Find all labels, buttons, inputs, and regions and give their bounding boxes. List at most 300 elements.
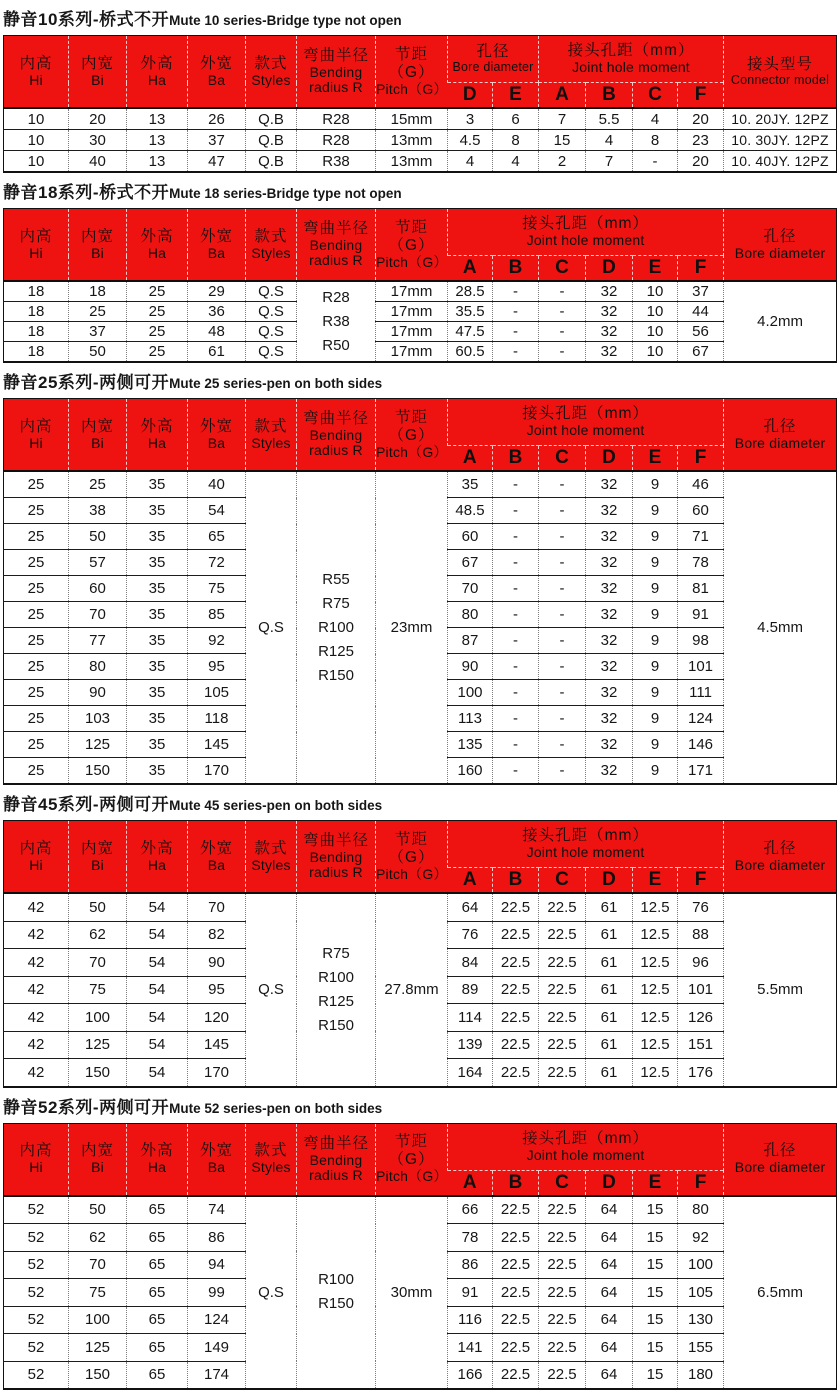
table-header [4,1123,837,1196]
table-row [4,471,837,498]
section-title-zh: 静音25系列-两侧可开 [3,373,169,392]
cell-ba: 86 [188,1224,246,1252]
cell-ha: 25 [127,342,188,363]
cell-bi: 125 [69,732,127,758]
header-bending-radius-en: Bending radius R [297,65,375,96]
header-outer-width [188,399,246,472]
cell-hi: 42 [4,1004,69,1032]
cell-ha: 25 [127,281,188,302]
cell-ha: 35 [127,758,188,785]
header-letter-a: A [448,868,493,894]
cell-hole-d: 64 [586,1251,633,1279]
cell-ha: 54 [127,893,188,921]
header-pitch-en: Pitch（G） [376,82,447,97]
header-letter-b: B [493,868,539,894]
cell-ba: 95 [188,976,246,1004]
cell-ba: 75 [188,576,246,602]
cell-hole-e: 8 [493,130,539,151]
cell-ba: 85 [188,602,246,628]
spec-table [3,35,837,173]
header-inner-width-zh: 内宽 [69,55,126,73]
cell-bore-diameter: 4.2mm [724,281,837,362]
header-inner-width-en: Bi [69,858,126,873]
header-inner-height [4,399,69,472]
header-inner-height-en: Hi [4,73,68,88]
cell-ha: 35 [127,732,188,758]
header-inner-width-en: Bi [69,246,126,261]
table-row [4,108,837,130]
cell-bi: 25 [69,471,127,498]
cell-ha: 25 [127,302,188,322]
cell-hole-a: 47.5 [448,322,493,342]
header-outer-height [127,209,188,282]
cell-hole-f: 111 [678,680,724,706]
cell-bi: 90 [69,680,127,706]
table-header [4,821,837,894]
cell-ba: 26 [188,108,246,130]
header-inner-width-zh: 内宽 [69,840,126,858]
section-title-en: Mute 25 series-pen on both sides [169,376,382,391]
header-row-main [4,821,837,868]
header-letter-c: C [539,868,586,894]
table-body [4,471,837,784]
cell-hole-d: 32 [586,654,633,680]
header-bending-radius [297,209,376,282]
cell-hole-f: 67 [678,342,724,363]
cell-hole-d: 61 [586,976,633,1004]
header-inner-width [69,1123,127,1196]
cell-hi: 42 [4,921,69,949]
header-bending-radius-zh: 弯曲半径 [297,47,375,65]
table-row [4,130,837,151]
cell-ba: 29 [188,281,246,302]
cell-hi: 25 [4,628,69,654]
cell-hole-c: 22.5 [539,1031,586,1059]
cell-ba: 82 [188,921,246,949]
header-bending-radius [297,821,376,894]
cell-hole-f: 176 [678,1059,724,1087]
cell-hole-d: 32 [586,758,633,785]
header-inner-width [69,209,127,282]
cell-hole-a: 114 [448,1004,493,1032]
cell-hole-c: 22.5 [539,1196,586,1224]
header-styles-zh: 款式 [246,1142,296,1160]
header-pitch-zh: 节距（G） [376,46,447,82]
header-letter-e: E [633,1170,678,1196]
table-row [4,1196,837,1224]
header-connector-model [724,36,837,109]
cell-hole-e: 15 [633,1251,678,1279]
cell-style: Q.S [246,322,297,342]
cell-hole-a: 91 [448,1279,493,1307]
cell-hole-a: 70 [448,576,493,602]
cell-hi: 52 [4,1306,69,1334]
header-letter-a: A [448,446,493,472]
cell-hole-e: 15 [633,1224,678,1252]
header-styles [246,36,297,109]
cell-ha: 35 [127,602,188,628]
table-row [4,342,837,363]
cell-bi: 50 [69,524,127,550]
cell-hole-c: - [539,654,586,680]
table-header [4,209,837,282]
cell-hi: 10 [4,151,69,173]
radius-line: R150 [298,664,374,688]
cell-hole-e: 10 [633,302,678,322]
cell-hole-c: 22.5 [539,976,586,1004]
header-letter-f: F [678,83,724,109]
header-styles-en: Styles [246,858,296,873]
header-joint-hole-moment [448,209,724,256]
cell-ba: 36 [188,302,246,322]
cell-hi: 18 [4,342,69,363]
cell-hole-b: - [493,680,539,706]
cell-ha: 65 [127,1334,188,1362]
cell-ba: 74 [188,1196,246,1224]
cell-hole-c: - [539,471,586,498]
cell-hole-e: 9 [633,524,678,550]
header-inner-height-en: Hi [4,246,68,261]
radius-line: R125 [298,990,374,1014]
radius-line: R38 [298,310,374,334]
header-letter-c: C [539,256,586,282]
cell-bi: 57 [69,550,127,576]
cell-hole-e: 15 [633,1306,678,1334]
cell-hole-e: 10 [633,342,678,363]
cell-hole-f: 100 [678,1251,724,1279]
cell-hole-c: 8 [633,130,678,151]
cell-hole-c: 22.5 [539,1334,586,1362]
header-row-main [4,36,837,83]
cell-bore-diameter: 5.5mm [724,893,837,1087]
header-pitch-zh: 节距（G） [376,219,447,255]
cell-pitch: 17mm [376,302,448,322]
header-bore-diameter-zh: 孔径 [724,840,836,858]
cell-ha: 65 [127,1306,188,1334]
cell-hole-b: 22.5 [493,1251,539,1279]
cell-hole-a: 76 [448,921,493,949]
header-outer-width-en: Ba [188,73,245,88]
spec-table [3,398,837,785]
cell-hi: 18 [4,281,69,302]
cell-hole-f: 96 [678,949,724,977]
cell-hole-d: 32 [586,498,633,524]
header-styles-en: Styles [246,246,296,261]
cell-hole-d: 64 [586,1196,633,1224]
cell-ba: 61 [188,342,246,363]
section-title-en: Mute 45 series-pen on both sides [169,798,382,813]
cell-ha: 35 [127,706,188,732]
cell-hole-a: 2 [539,151,586,173]
cell-hole-d: 32 [586,576,633,602]
cell-hole-e: 12.5 [633,893,678,921]
header-outer-height-en: Ha [127,1160,187,1175]
header-bore-diameter-zh: 孔径 [724,1142,836,1160]
header-pitch-en: Pitch（G） [376,1169,447,1184]
cell-hole-d: 64 [586,1306,633,1334]
cell-connector-model: 10. 40JY. 12PZ [724,151,837,173]
cell-ha: 65 [127,1251,188,1279]
cell-hole-e: 15 [633,1279,678,1307]
cell-hi: 52 [4,1224,69,1252]
header-pitch-en: Pitch（G） [376,445,447,460]
cell-hole-b: 22.5 [493,1279,539,1307]
header-letter-b: B [493,1170,539,1196]
cell-ha: 65 [127,1361,188,1389]
header-joint-hole-moment [539,36,724,83]
cell-bending-radius: R38 [297,151,376,173]
header-letter-a: A [448,1170,493,1196]
cell-ba: 48 [188,322,246,342]
cell-hole-f: 46 [678,471,724,498]
cell-hole-b: - [493,758,539,785]
cell-hole-e: 10 [633,281,678,302]
section-mute-18 [0,180,839,363]
cell-ha: 13 [127,130,188,151]
header-pitch [376,821,448,894]
header-letter-d: D [586,1170,633,1196]
spec-table-mute-18 [0,208,839,363]
header-outer-width-en: Ba [188,246,245,261]
cell-pitch: 13mm [376,151,448,173]
cell-hole-f: 92 [678,1224,724,1252]
cell-hole-b: 22.5 [493,1306,539,1334]
header-inner-height-zh: 内高 [4,418,68,436]
cell-hi: 25 [4,576,69,602]
cell-hole-d: 32 [586,550,633,576]
cell-hole-d: 32 [586,342,633,363]
cell-hole-e: 10 [633,322,678,342]
cell-hole-a: 84 [448,949,493,977]
cell-hole-d: 32 [586,680,633,706]
cell-hole-f: 130 [678,1306,724,1334]
cell-hi: 18 [4,322,69,342]
cell-hole-b: 22.5 [493,1224,539,1252]
header-bore-diameter-en: Bore diameter [724,1160,836,1175]
header-letter-d: D [448,83,493,109]
cell-pitch: 17mm [376,281,448,302]
header-joint-hole-moment-en: Joint hole moment [448,423,723,438]
cell-bi: 75 [69,976,127,1004]
cell-hole-d: 32 [586,471,633,498]
cell-hole-b: 22.5 [493,976,539,1004]
cell-pitch: 17mm [376,322,448,342]
cell-ba: 47 [188,151,246,173]
cell-style: Q.B [246,130,297,151]
cell-ba: 120 [188,1004,246,1032]
header-inner-height-en: Hi [4,858,68,873]
header-connector-model-zh: 接头型号 [724,56,836,74]
cell-bending-radius [297,1196,376,1390]
header-styles [246,821,297,894]
cell-hole-d: 61 [586,1004,633,1032]
cell-hi: 25 [4,758,69,785]
cell-hole-e: 9 [633,732,678,758]
header-inner-width-en: Bi [69,436,126,451]
spec-table-mute-10 [0,35,839,173]
cell-bi: 50 [69,1196,127,1224]
header-joint-hole-moment-en: Joint hole moment [448,233,723,248]
header-outer-height-en: Ha [127,436,187,451]
cell-hole-a: 66 [448,1196,493,1224]
header-outer-width-zh: 外宽 [188,55,245,73]
section-title [3,180,839,204]
header-inner-height [4,36,69,109]
cell-hole-b: - [493,654,539,680]
header-bending-radius-en: Bending radius R [297,428,375,459]
cell-ba: 105 [188,680,246,706]
header-row-main [4,209,837,256]
cell-hole-c: - [539,498,586,524]
cell-hole-e: 15 [633,1361,678,1389]
header-pitch [376,1123,448,1196]
cell-hole-b: - [493,302,539,322]
cell-ba: 90 [188,949,246,977]
header-inner-height [4,1123,69,1196]
section-title-zh: 静音18系列-桥式不开 [3,183,169,202]
section-title-zh: 静音10系列-桥式不开 [3,10,169,29]
cell-hole-b: 22.5 [493,1004,539,1032]
header-inner-height-zh: 内高 [4,1142,68,1160]
header-bending-radius [297,1123,376,1196]
header-outer-height-en: Ha [127,858,187,873]
header-inner-width [69,821,127,894]
header-bending-radius-en: Bending radius R [297,850,375,881]
cell-hi: 10 [4,108,69,130]
cell-bending-radius: R28 [297,130,376,151]
cell-bending-radius [297,893,376,1087]
cell-hi: 10 [4,130,69,151]
radius-line: R75 [298,942,374,966]
cell-bi: 70 [69,602,127,628]
header-bending-radius-zh: 弯曲半径 [297,220,375,238]
cell-hi: 25 [4,524,69,550]
header-pitch [376,36,448,109]
cell-bi: 70 [69,949,127,977]
section-title [3,1095,839,1119]
cell-hole-a: 139 [448,1031,493,1059]
cell-hole-e: 9 [633,602,678,628]
cell-ba: 94 [188,1251,246,1279]
cell-bending-radius [297,281,376,362]
cell-hole-a: 80 [448,602,493,628]
cell-ba: 145 [188,732,246,758]
header-bending-radius [297,399,376,472]
radius-line: R100 [298,1268,374,1292]
cell-hole-d: 4 [448,151,493,173]
cell-ha: 25 [127,322,188,342]
section-title [3,370,839,394]
spec-table [3,1123,837,1390]
table-body [4,1196,837,1390]
radius-line: R55 [298,568,374,592]
header-joint-hole-moment [448,1123,724,1170]
cell-hi: 42 [4,976,69,1004]
cell-hole-f: 20 [678,151,724,173]
cell-style: Q.S [246,1196,297,1390]
header-pitch-zh: 节距（G） [376,831,447,867]
cell-hole-f: 60 [678,498,724,524]
header-styles-zh: 款式 [246,840,296,858]
cell-hole-c: - [539,322,586,342]
cell-hole-b: 22.5 [493,1361,539,1389]
section-title-en: Mute 18 series-Bridge type not open [169,186,402,201]
table-row [4,302,837,322]
header-bore-diameter-zh: 孔径 [448,43,538,61]
cell-bore-diameter: 6.5mm [724,1196,837,1390]
header-styles [246,1123,297,1196]
header-inner-height [4,209,69,282]
cell-hole-f: 155 [678,1334,724,1362]
cell-hole-b: 22.5 [493,921,539,949]
cell-hole-a: 141 [448,1334,493,1362]
header-bore-diameter-en: Bore diameter [448,61,538,75]
cell-ba: 37 [188,130,246,151]
cell-ha: 35 [127,498,188,524]
cell-hi: 25 [4,654,69,680]
header-outer-height-zh: 外高 [127,228,187,246]
cell-ba: 72 [188,550,246,576]
header-row-main [4,1123,837,1170]
cell-hole-c: - [539,680,586,706]
cell-hole-f: 171 [678,758,724,785]
cell-bi: 20 [69,108,127,130]
header-joint-hole-moment-zh: 接头孔距（mm） [448,1130,723,1148]
cell-hole-d: 32 [586,732,633,758]
header-inner-width-en: Bi [69,73,126,88]
cell-connector-model: 10. 20JY. 12PZ [724,108,837,130]
cell-hole-e: 15 [633,1334,678,1362]
cell-bi: 30 [69,130,127,151]
header-bore-diameter [724,821,837,894]
cell-hole-d: 61 [586,921,633,949]
cell-ba: 54 [188,498,246,524]
cell-ha: 54 [127,976,188,1004]
cell-hole-d: 64 [586,1279,633,1307]
header-pitch-zh: 节距（G） [376,1133,447,1169]
header-inner-width-en: Bi [69,1160,126,1175]
cell-ha: 54 [127,949,188,977]
cell-hole-d: 64 [586,1334,633,1362]
header-outer-width [188,1123,246,1196]
cell-bending-radius: R28 [297,108,376,130]
table-header [4,399,837,472]
cell-hole-d: 32 [586,628,633,654]
header-outer-width-en: Ba [188,1160,245,1175]
cell-bending-radius [297,471,376,784]
cell-pitch: 15mm [376,108,448,130]
radius-line: R125 [298,640,374,664]
header-outer-height-zh: 外高 [127,840,187,858]
cell-pitch: 30mm [376,1196,448,1390]
cell-hole-a: 78 [448,1224,493,1252]
cell-style: Q.S [246,281,297,302]
cell-hole-c: 22.5 [539,1059,586,1087]
cell-hole-c: 22.5 [539,1224,586,1252]
cell-hole-f: 98 [678,628,724,654]
cell-hi: 42 [4,893,69,921]
cell-ha: 65 [127,1196,188,1224]
cell-bore-diameter: 4.5mm [724,471,837,784]
spec-table-mute-45 [0,820,839,1088]
header-bending-radius-en: Bending radius R [297,1153,375,1184]
table-row [4,151,837,173]
header-styles-zh: 款式 [246,418,296,436]
cell-style: Q.S [246,302,297,322]
cell-hole-d: 32 [586,322,633,342]
cell-hole-f: 146 [678,732,724,758]
cell-ba: 149 [188,1334,246,1362]
